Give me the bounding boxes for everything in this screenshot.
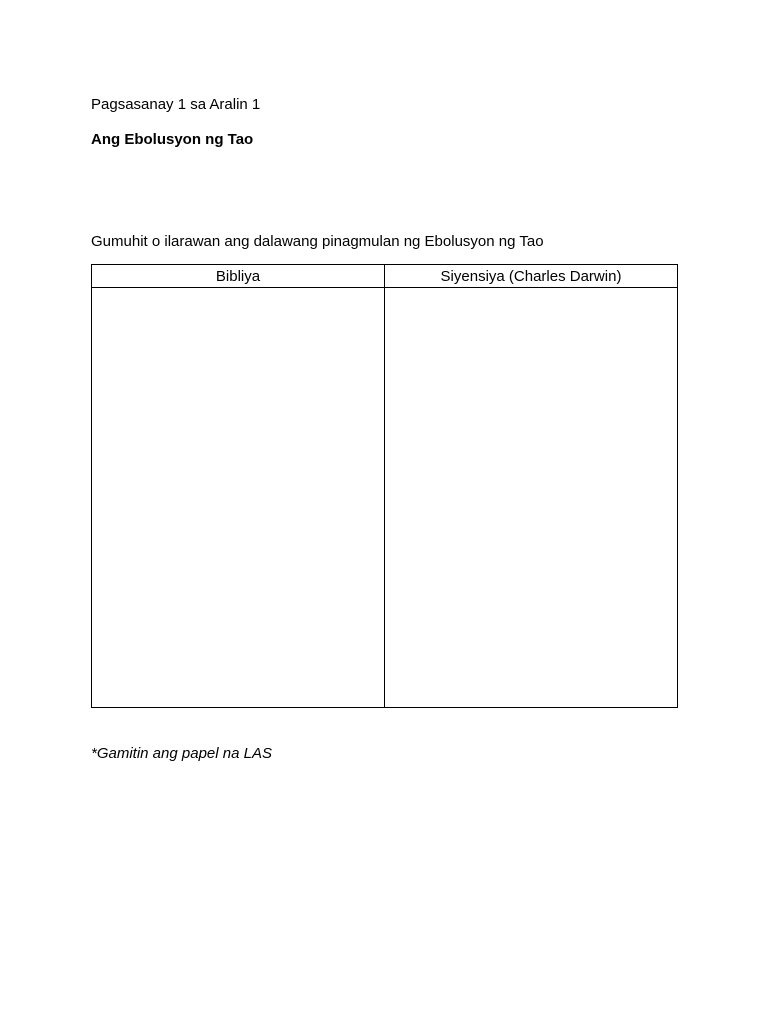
comparison-table xyxy=(91,264,678,708)
answer-cell-siyensiya[interactable] xyxy=(385,288,678,708)
column-header-siyensiya: Siyensiya (Charles Darwin) xyxy=(385,265,678,288)
answer-cell-bibliya[interactable] xyxy=(92,288,385,708)
table-header-row xyxy=(92,265,678,288)
page-title: Ang Ebolusyon ng Tao xyxy=(91,131,254,148)
instructions-text: Gumuhit o ilarawan ang dalawang pinagmulan ng Ebolusyon ng Tao xyxy=(91,233,544,250)
table-row xyxy=(92,288,678,708)
column-header-bibliya: Bibliya xyxy=(92,265,385,288)
exercise-label: Pagsasanay 1 sa Aralin 1 xyxy=(91,96,261,113)
note-text: *Gamitin ang papel na LAS xyxy=(91,745,272,762)
